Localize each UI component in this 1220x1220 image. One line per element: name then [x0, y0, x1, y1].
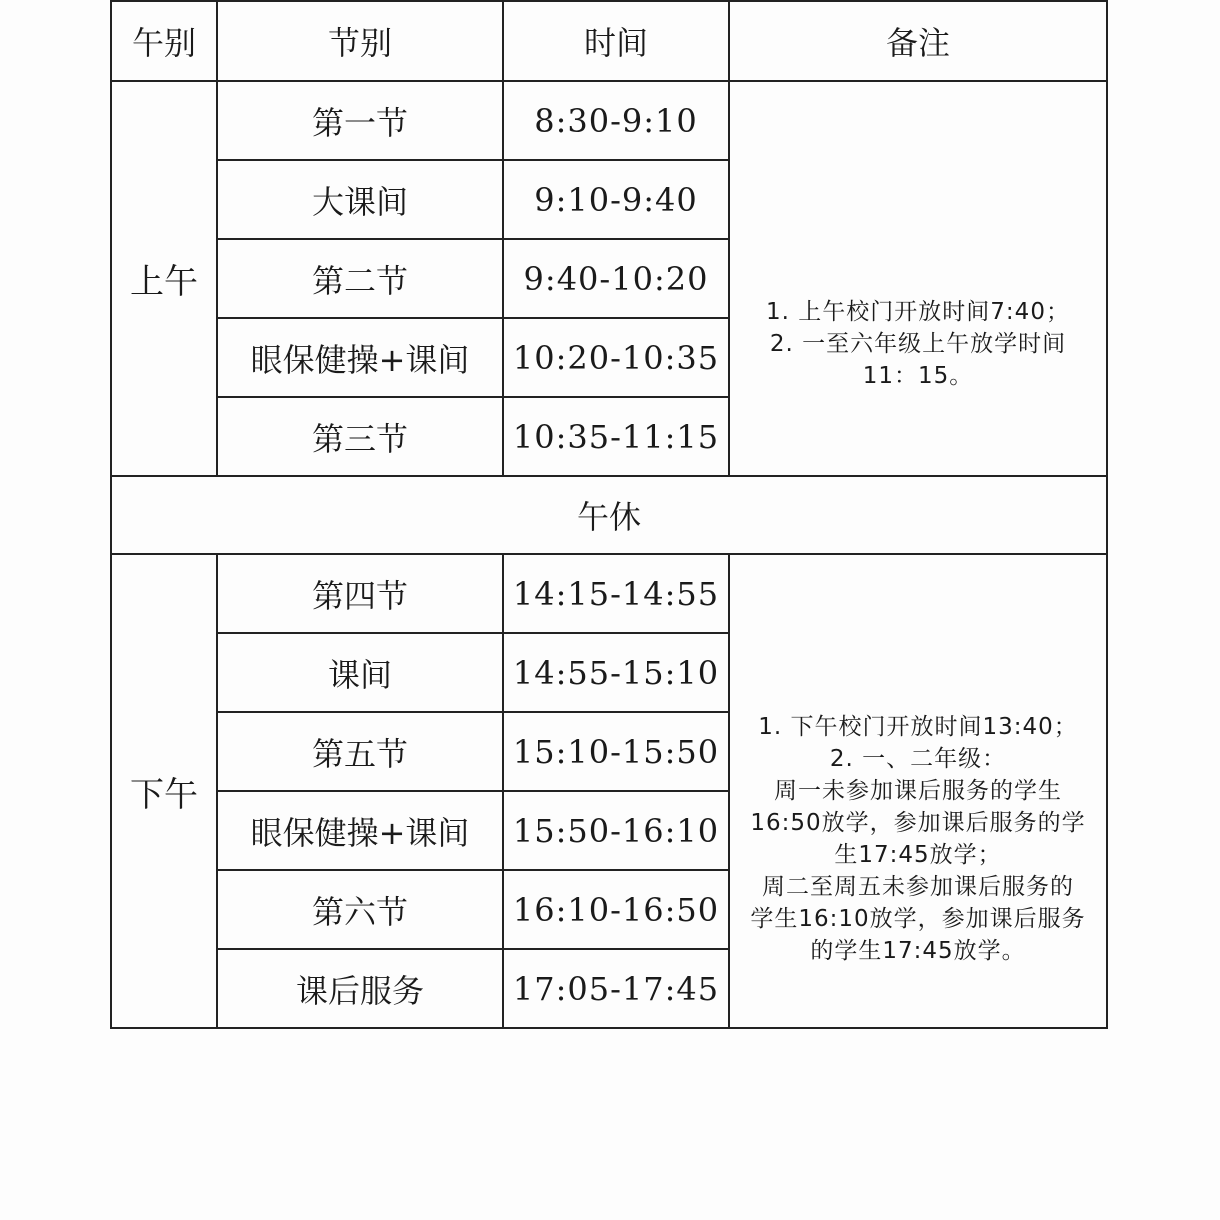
segment-afternoon: 下午	[111, 554, 217, 1028]
period-cell: 第三节	[217, 397, 503, 476]
note-line: 16:50放学，参加课后服务的学	[750, 809, 1086, 836]
period-cell: 第一节	[217, 81, 503, 160]
time-cell: 10:20-10:35	[503, 318, 729, 397]
time-cell: 9:40-10:20	[503, 239, 729, 318]
time-cell: 8:30-9:10	[503, 81, 729, 160]
header-time: 时间	[503, 1, 729, 81]
period-cell: 眼保健操+课间	[217, 791, 503, 870]
header-row	[111, 1, 1107, 81]
time-cell: 16:10-16:50	[503, 870, 729, 949]
period-cell: 第四节	[217, 554, 503, 633]
note-line: 2. 一、二年级：	[829, 745, 1007, 772]
time-cell: 15:10-15:50	[503, 712, 729, 791]
time-cell: 10:35-11:15	[503, 397, 729, 476]
note-line: 的学生17:45放学。	[810, 937, 1026, 964]
noon-break-row	[111, 476, 1107, 554]
note-line: 周二至周五未参加课后服务的	[762, 873, 1074, 900]
time-cell: 9:10-9:40	[503, 160, 729, 239]
note-afternoon	[729, 554, 1107, 1028]
segment-morning: 上午	[111, 81, 217, 476]
schedule-table	[110, 0, 1108, 1029]
note-line: 1. 上午校门开放时间7:40；	[766, 298, 1070, 325]
period-cell: 课间	[217, 633, 503, 712]
time-cell: 15:50-16:10	[503, 791, 729, 870]
header-segment: 午别	[111, 1, 217, 81]
time-cell: 17:05-17:45	[503, 949, 729, 1028]
period-cell: 第六节	[217, 870, 503, 949]
note-morning	[729, 81, 1107, 476]
note-line: 11：15。	[862, 362, 974, 389]
note-line: 学生16:10放学，参加课后服务	[750, 905, 1086, 932]
period-cell: 大课间	[217, 160, 503, 239]
time-cell: 14:55-15:10	[503, 633, 729, 712]
note-line: 周一未参加课后服务的学生	[774, 777, 1062, 804]
table-row	[111, 81, 1107, 160]
noon-break-label: 午休	[111, 476, 1107, 554]
period-cell: 第五节	[217, 712, 503, 791]
table-row	[111, 554, 1107, 633]
header-period: 节别	[217, 1, 503, 81]
period-cell: 课后服务	[217, 949, 503, 1028]
period-cell: 第二节	[217, 239, 503, 318]
note-line: 生17:45放学；	[834, 841, 1002, 868]
header-note: 备注	[729, 1, 1107, 81]
time-cell: 14:15-14:55	[503, 554, 729, 633]
period-cell: 眼保健操+课间	[217, 318, 503, 397]
note-line: 1. 下午校门开放时间13:40；	[758, 713, 1078, 740]
note-line: 2. 一至六年级上午放学时间	[769, 330, 1067, 357]
